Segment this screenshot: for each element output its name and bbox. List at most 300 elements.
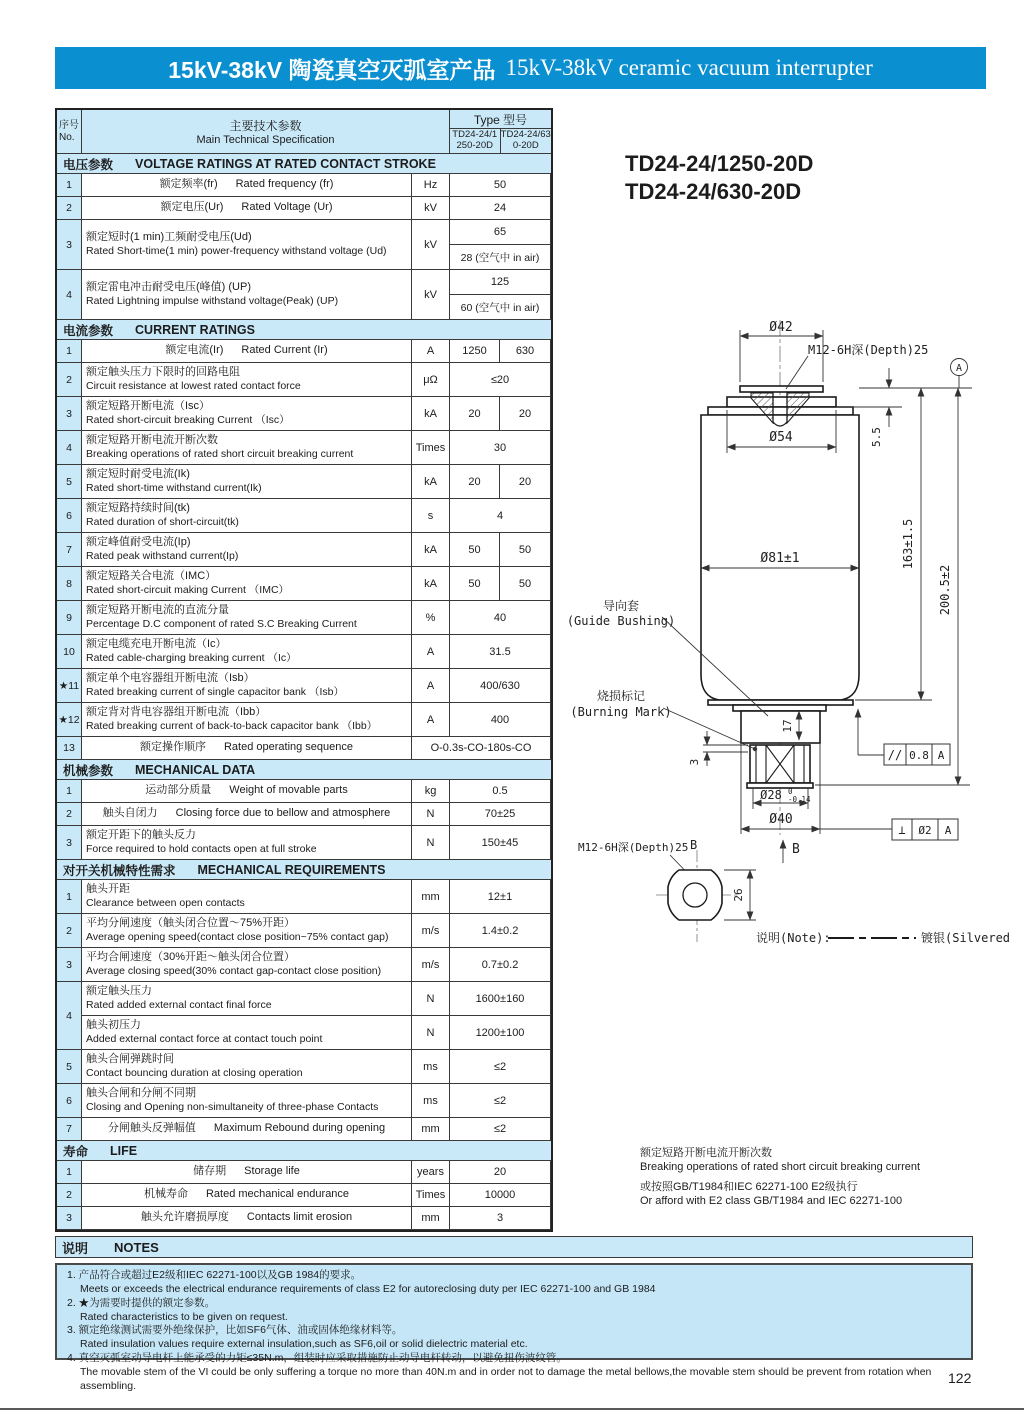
row-value: 24	[493, 202, 507, 214]
row-value: 150±45	[481, 836, 519, 849]
row-values	[450, 601, 551, 635]
row-unit: kA	[412, 397, 450, 431]
section-title-en: VOLTAGE RATINGS AT RATED CONTACT STROKE	[135, 156, 436, 171]
row-values	[450, 174, 551, 197]
subrow-group	[82, 982, 551, 1050]
row-unit: A	[412, 703, 450, 737]
section-title-en: MECHANICAL REQUIREMENTS	[197, 862, 386, 877]
row-number: 3	[57, 1207, 82, 1230]
table-row	[57, 1161, 551, 1184]
row-values	[450, 533, 551, 567]
row-values	[450, 803, 551, 826]
model-name-1: TD24-24/1250-20D	[625, 151, 814, 176]
dim-54-label: Ø54	[769, 430, 793, 445]
note-item-en: Rated insulation values require external insulation,such as SF6,oil or solid dielectric material etc.	[80, 1338, 528, 1351]
row-label	[82, 669, 412, 703]
row-label-en: Rated peak withstand current(Ip)	[86, 549, 239, 562]
row-label-en: Rated Voltage (Ur)	[241, 201, 333, 214]
row-value-a: 20	[450, 465, 500, 498]
row-label-cn: 额定短路持续时间(tk)	[86, 502, 190, 515]
row-unit: N	[412, 826, 450, 860]
row-number: 3	[57, 826, 82, 860]
row-label-cn: 额定短时(1 min)工频耐受电压(Ud)	[86, 231, 252, 244]
row-unit: kV	[412, 220, 450, 270]
row-values	[450, 1118, 551, 1141]
row-value: 0.7±0.2	[481, 958, 519, 971]
row-label-cn: 额定频率(fr)	[159, 178, 218, 191]
table-row	[57, 635, 551, 669]
row-label-en: Average closing speed(30% contact gap-contact close position)	[86, 964, 382, 977]
row-label-cn: 平均合闸速度（30%开距～触头闭合位置）	[86, 951, 296, 964]
row-unit: years	[412, 1161, 450, 1184]
row-label-en: Contacts limit erosion	[246, 1211, 353, 1224]
table-subrow	[82, 982, 551, 1016]
row-value-wide: O-0.3s-CO-180s-CO	[412, 737, 551, 760]
row-label-en: Rated Lightning impulse withstand voltage(Peak) (UP)	[86, 294, 339, 307]
row-label	[82, 1016, 412, 1050]
section-title-cn: 电流参数	[63, 323, 114, 338]
section-title-cn: 电压参数	[63, 157, 114, 172]
header-type-label: Type 型号	[450, 110, 551, 129]
row-label-cn: 额定短路关合电流（IMC）	[86, 570, 217, 583]
table-row	[57, 1207, 551, 1230]
table-row	[57, 567, 551, 601]
technical-drawing	[560, 290, 1010, 975]
row-label-cn: 额定短路开断电流开断次数	[86, 434, 218, 447]
side-note-line2-en: Or afford with E2 class GB/T1984 and IEC 62271-100	[640, 1194, 903, 1207]
table-row	[57, 914, 551, 948]
row-number: 1	[57, 880, 82, 914]
row-unit: N	[412, 1016, 450, 1050]
model-names	[625, 150, 813, 205]
row-label-cn: 额定操作顺序	[139, 741, 206, 754]
silvered-note-label: 说明(Note):	[756, 931, 831, 945]
row-label-cn: 额定短路开断电流（Isc）	[86, 400, 211, 413]
side-note-line1-en: Breaking operations of rated short circuit breaking current	[640, 1161, 921, 1174]
dim-28-label: Ø28	[760, 788, 782, 802]
row-label-en: Rated duration of short-circuit(tk)	[86, 515, 239, 528]
row-label	[82, 533, 412, 567]
dim-26-label: 26	[732, 888, 745, 902]
table-row	[57, 669, 551, 703]
section-header	[57, 760, 551, 780]
side-note-line2-cn: 或按照GB/T1984和IEC 62271-100 E2级执行	[640, 1180, 858, 1193]
row-unit: Times	[412, 431, 450, 465]
row-label	[82, 803, 412, 826]
note-item-cn: 2. ★为需要时提供的额定参数。	[67, 1296, 216, 1309]
row-label	[82, 703, 412, 737]
interrupter-body-outline	[701, 386, 859, 788]
row-value: ≤20	[490, 373, 510, 386]
row-values	[450, 1207, 551, 1230]
burning-mark-dot	[753, 747, 757, 751]
row-label	[82, 174, 412, 197]
table-header-row	[57, 110, 551, 154]
page-banner	[55, 47, 986, 89]
row-unit: ms	[412, 1084, 450, 1118]
row-values	[450, 780, 551, 803]
parallelism-value: 0.8	[909, 749, 929, 762]
row-value: 70±25	[484, 808, 516, 820]
view-b-label: B	[792, 842, 800, 857]
row-label-cn: 触头允许磨损厚度	[140, 1211, 229, 1224]
row-label-cn: 额定背对背电容器组开断电流（Ibb）	[86, 706, 267, 719]
row-number: 3	[57, 220, 82, 270]
row-values	[450, 1016, 551, 1050]
row-label-en: Rated mechanical endurance	[205, 1188, 350, 1201]
row-value-b: 20	[518, 475, 532, 488]
row-label	[82, 635, 412, 669]
row-values	[450, 669, 551, 703]
note-item-cn: 4. 真空灭弧室动导电杆上能承受的力矩≤35N.m，组装时应采取措施防止动导电杆转动，以避免扭伤波纹管。	[67, 1352, 567, 1365]
row-value: 31.5	[489, 645, 511, 658]
table-row	[57, 803, 551, 826]
row-label-en: Rated added external contact final force	[86, 998, 272, 1011]
row-unit: Times	[412, 1184, 450, 1207]
row-value: 3	[496, 1212, 504, 1224]
burning-mark-label-en: (Burning Mark)	[570, 705, 672, 719]
row-number: 2	[57, 197, 82, 220]
row-value: 10000	[484, 1189, 516, 1201]
row-label-cn: 额定开距下的触头反力	[86, 829, 196, 842]
header-type-col-2: TD24-24/630-20D	[500, 129, 551, 151]
dim-42-label: Ø42	[769, 320, 793, 335]
row-values	[450, 567, 551, 601]
dim-3-label: 3	[688, 758, 701, 766]
row-value-top: 65	[450, 220, 550, 245]
row-label	[82, 1118, 412, 1141]
row-unit: kA	[412, 465, 450, 499]
row-unit: %	[412, 601, 450, 635]
row-label-en: Rated cable-charging breaking current （Ic）	[86, 651, 297, 664]
row-label-en: Average opening speed(contact close position~75% contact gap)	[86, 930, 389, 943]
row-label	[82, 465, 412, 499]
header-spec-cn: 主要技术参数	[229, 119, 302, 133]
table-row	[57, 397, 551, 431]
table-body	[57, 154, 551, 1230]
row-unit: kA	[412, 567, 450, 601]
row-label-cn: 触头初压力	[86, 1019, 141, 1032]
row-label	[82, 499, 412, 533]
row-label	[82, 1161, 412, 1184]
table-row	[57, 780, 551, 803]
row-values	[450, 826, 551, 860]
row-value: 20	[493, 1166, 507, 1178]
row-label	[82, 567, 412, 601]
row-unit: kA	[412, 533, 450, 567]
row-label	[82, 1084, 412, 1118]
row-value: 400	[490, 713, 510, 726]
row-unit: s	[412, 499, 450, 533]
row-value: 0.5	[492, 785, 508, 797]
page-number: 122	[948, 1370, 972, 1386]
row-label-en: Rated short-time withstand current(Ik)	[86, 481, 262, 494]
row-value: 4	[496, 509, 504, 522]
note-item-en: Meets or exceeds the electrical endurance requirements of class E2 for autoreclosing duty per IEC 62271-100 and GB 1984	[80, 1282, 656, 1295]
row-unit: m/s	[412, 914, 450, 948]
perpendicularity-symbol: ⊥	[898, 823, 906, 837]
table-row	[57, 197, 551, 220]
row-number: 1	[57, 780, 82, 803]
row-values	[450, 1184, 551, 1207]
row-label-cn: 触头自闭力	[102, 807, 158, 820]
dim-200-label: 200.5±2	[938, 564, 952, 616]
row-unit: kV	[412, 197, 450, 220]
row-label-en: Storage life	[244, 1165, 300, 1178]
row-value-b: 50	[518, 543, 532, 556]
row-label	[82, 601, 412, 635]
row-label-cn: 额定短时耐受电流(Ik)	[86, 468, 190, 481]
row-unit: kg	[412, 780, 450, 803]
row-number: 9	[57, 601, 82, 635]
row-number: 4	[57, 270, 82, 320]
guide-bushing-label-cn: 导向套	[602, 599, 640, 613]
row-label-en: Maximum Rebound during opening	[213, 1122, 386, 1135]
thread-top-label: M12-6H深(Depth)25	[808, 343, 929, 357]
row-unit: mm	[412, 880, 450, 914]
header-type	[450, 110, 551, 154]
row-label-en: Added external contact force at contact touch point	[86, 1032, 323, 1045]
table-row	[57, 340, 551, 363]
table-row	[57, 601, 551, 635]
section-header	[57, 1141, 551, 1161]
row-number: 2	[57, 914, 82, 948]
dim-163-label: 163±1.5	[901, 518, 915, 570]
row-values	[450, 1084, 551, 1118]
row-label-en: Closing force due to bellow and atmosphere	[175, 807, 391, 820]
row-value: 12±1	[487, 890, 513, 903]
row-label	[82, 340, 412, 363]
header-type-col-1: TD24-24/1250-20D	[450, 129, 501, 153]
perpendicularity-value: Ø2	[918, 824, 932, 837]
table-row	[57, 270, 551, 320]
section-title-cn: 机械参数	[63, 763, 114, 778]
burning-mark-label-cn: 烧损标记	[596, 689, 646, 703]
row-number: 7	[57, 1118, 82, 1141]
row-values	[450, 982, 551, 1016]
note-item-en: The movable stem of the VI could be only suffering a torque no more than 40N.m and in order not to damage the metal bellows,the movable stem should be prevent from rotation when assembling.	[80, 1366, 932, 1392]
row-number: 10	[57, 635, 82, 669]
thread-bottom-ref: B	[690, 838, 698, 852]
table-row	[57, 1118, 551, 1141]
row-label-cn: 触头合闸和分闸不同期	[86, 1087, 196, 1100]
row-unit: kV	[412, 270, 450, 320]
row-number: ★12	[57, 703, 82, 737]
section-header	[57, 320, 551, 340]
row-label-en: Rated operating sequence	[223, 741, 354, 754]
row-value: 50	[493, 179, 507, 191]
row-label	[82, 948, 412, 982]
row-values	[450, 431, 551, 465]
row-label-cn: 触头合闸弹跳时间	[86, 1053, 174, 1066]
section-title-en: CURRENT RATINGS	[135, 322, 255, 337]
row-label	[82, 270, 412, 320]
row-unit: Hz	[412, 174, 450, 197]
row-number: 5	[57, 1050, 82, 1084]
row-label	[82, 780, 412, 803]
note-item-cn: 1. 产品符合或超过E2级和IEC 62271-100以及GB 1984的要求。	[67, 1269, 362, 1281]
row-label	[82, 363, 412, 397]
row-value-top: 125	[450, 270, 550, 295]
row-label	[82, 1207, 412, 1230]
row-label	[82, 880, 412, 914]
row-label-en: Circuit resistance at lowest rated contact force	[86, 379, 301, 392]
row-label	[82, 826, 412, 860]
row-value-a: 1250	[450, 340, 500, 362]
table-row	[57, 703, 551, 737]
row-label-cn: 额定雷电冲击耐受电压(峰值) (UP)	[86, 281, 251, 294]
row-label-cn: 额定电缆充电开断电流（Ic）	[86, 638, 227, 651]
header-no-en: No.	[59, 131, 75, 143]
row-label-en: Rated breaking current of single capacitor bank （Isb）	[86, 685, 344, 698]
dim-81-label: Ø81±1	[760, 551, 800, 566]
bottom-view	[668, 870, 722, 920]
row-label-en: Clearance between open contacts	[86, 896, 245, 909]
row-label-cn: 触头开距	[86, 883, 130, 896]
table-row	[57, 880, 551, 914]
row-values	[450, 363, 551, 397]
row-label-cn: 平均分闸速度（触头闭合位置～75%开距）	[86, 917, 296, 930]
row-value-bottom: 28 (空气中 in air)	[460, 251, 540, 264]
row-label	[82, 220, 412, 270]
dim-28-tol-bot: -0.14	[788, 795, 811, 804]
row-value-b: 630	[515, 345, 535, 357]
table-row	[57, 1084, 551, 1118]
silvered-note-value: 镀银(Silvered)	[921, 931, 1010, 945]
row-number: 1	[57, 1161, 82, 1184]
header-no-cn: 序号	[59, 119, 79, 131]
note-item-en: Rated characteristics to be given on request.	[80, 1310, 288, 1323]
row-unit: A	[412, 340, 450, 363]
section-title-en: MECHANICAL DATA	[135, 762, 256, 777]
section-header	[57, 860, 551, 880]
row-unit: m/s	[412, 948, 450, 982]
table-row	[57, 363, 551, 397]
row-label	[82, 431, 412, 465]
table-subrow	[82, 1016, 551, 1050]
row-values	[450, 499, 551, 533]
row-unit: A	[412, 669, 450, 703]
row-value: 1.4±0.2	[481, 924, 519, 937]
row-values	[450, 270, 551, 320]
row-label-en: Rated Short-time(1 min) power-frequency withstand voltage (Ud)	[86, 244, 387, 257]
row-number: 8	[57, 567, 82, 601]
row-values	[450, 948, 551, 982]
row-number: 3	[57, 948, 82, 982]
row-value-a: 50	[450, 533, 500, 566]
table-row	[57, 431, 551, 465]
row-label-cn: 机械寿命	[143, 1188, 188, 1201]
table-row	[57, 465, 551, 499]
parallelism-datum: A	[937, 749, 945, 762]
row-value: ≤2	[493, 1060, 507, 1073]
row-number: 6	[57, 499, 82, 533]
row-value-bottom: 60 (空气中 in air)	[460, 301, 540, 314]
page-bottom-rule	[0, 1408, 1024, 1410]
row-label-en: Breaking operations of rated short circuit breaking current	[86, 447, 354, 460]
row-values	[450, 220, 551, 270]
row-value: ≤2	[493, 1123, 507, 1135]
spec-table	[55, 108, 553, 1232]
section-header	[57, 154, 551, 174]
table-row	[57, 1050, 551, 1084]
row-number: 4	[57, 982, 82, 1050]
dim-5-5-label: 5.5	[870, 427, 883, 447]
row-value-stack	[450, 220, 550, 269]
notes-title-cn: 说明	[62, 1240, 89, 1256]
dim-40-label: Ø40	[769, 812, 793, 827]
row-unit: mm	[412, 1118, 450, 1141]
row-number: 1	[57, 340, 82, 363]
row-number: 13	[57, 737, 82, 760]
thread-bottom-label: M12-6H深(Depth)25	[578, 841, 689, 854]
dim-28-tol-top: 0	[788, 787, 793, 796]
row-label-cn: 额定单个电容器组开断电流（Isb）	[86, 672, 255, 685]
row-label-en: Rated breaking current of back-to-back capacitor bank （Ibb）	[86, 719, 378, 732]
table-row	[57, 174, 551, 197]
row-unit: mm	[412, 1207, 450, 1230]
row-unit: N	[412, 803, 450, 826]
row-values	[450, 465, 551, 499]
row-label-en: Percentage D.C component of rated S.C Breaking Current	[86, 617, 357, 630]
side-note-line1-cn: 额定短路开断电流开断次数	[640, 1147, 772, 1159]
note-item-cn: 3. 额定绝缘测试需要外绝缘保护，比如SF6气体、油或固体绝缘材料等。	[67, 1324, 403, 1337]
row-label-en: Contact bouncing duration at closing operation	[86, 1066, 303, 1079]
row-label-en: Rated frequency (fr)	[235, 178, 334, 191]
row-label-cn: 额定峰值耐受电流(Ip)	[86, 536, 191, 549]
row-label-cn: 额定短路开断电流的直流分量	[86, 604, 229, 617]
row-unit: ms	[412, 1050, 450, 1084]
row-number: 7	[57, 533, 82, 567]
row-value: 30	[493, 441, 507, 454]
datum-a-label: A	[955, 363, 963, 374]
row-number: 2	[57, 363, 82, 397]
row-value: 400/630	[480, 679, 520, 692]
row-value: ≤2	[493, 1094, 507, 1107]
dim-17-label: 17	[781, 719, 794, 733]
row-label-en: Rated short-circuit breaking Current （Isc）	[86, 413, 290, 426]
model-name-2: TD24-24/630-20D	[625, 178, 802, 204]
row-label	[82, 737, 412, 760]
row-label-en: Weight of movable parts	[229, 784, 348, 797]
table-row	[57, 499, 551, 533]
row-label	[82, 1050, 412, 1084]
row-number: ★11	[57, 669, 82, 703]
row-unit: A	[412, 635, 450, 669]
row-values	[450, 703, 551, 737]
table-row	[57, 533, 551, 567]
header-spec	[82, 110, 450, 154]
row-number: 2	[57, 803, 82, 826]
table-row	[57, 737, 551, 760]
notes-section-header	[55, 1236, 973, 1258]
row-values	[450, 340, 551, 363]
header-spec-en: Main Technical Specification	[196, 134, 335, 146]
notes-title-en: NOTES	[114, 1239, 159, 1255]
row-value: 1200±100	[475, 1026, 525, 1039]
row-unit: N	[412, 982, 450, 1016]
table-row	[57, 1184, 551, 1207]
side-note	[640, 1146, 920, 1208]
row-label	[82, 1184, 412, 1207]
section-title-cn: 寿命	[63, 1144, 89, 1159]
table-row	[57, 982, 551, 1050]
row-label-cn: 分闸触头反弹幅值	[107, 1122, 196, 1135]
table-row	[57, 220, 551, 270]
row-number: 4	[57, 431, 82, 465]
row-label-cn: 储存期	[193, 1165, 227, 1178]
parallelism-symbol: //	[887, 748, 903, 762]
